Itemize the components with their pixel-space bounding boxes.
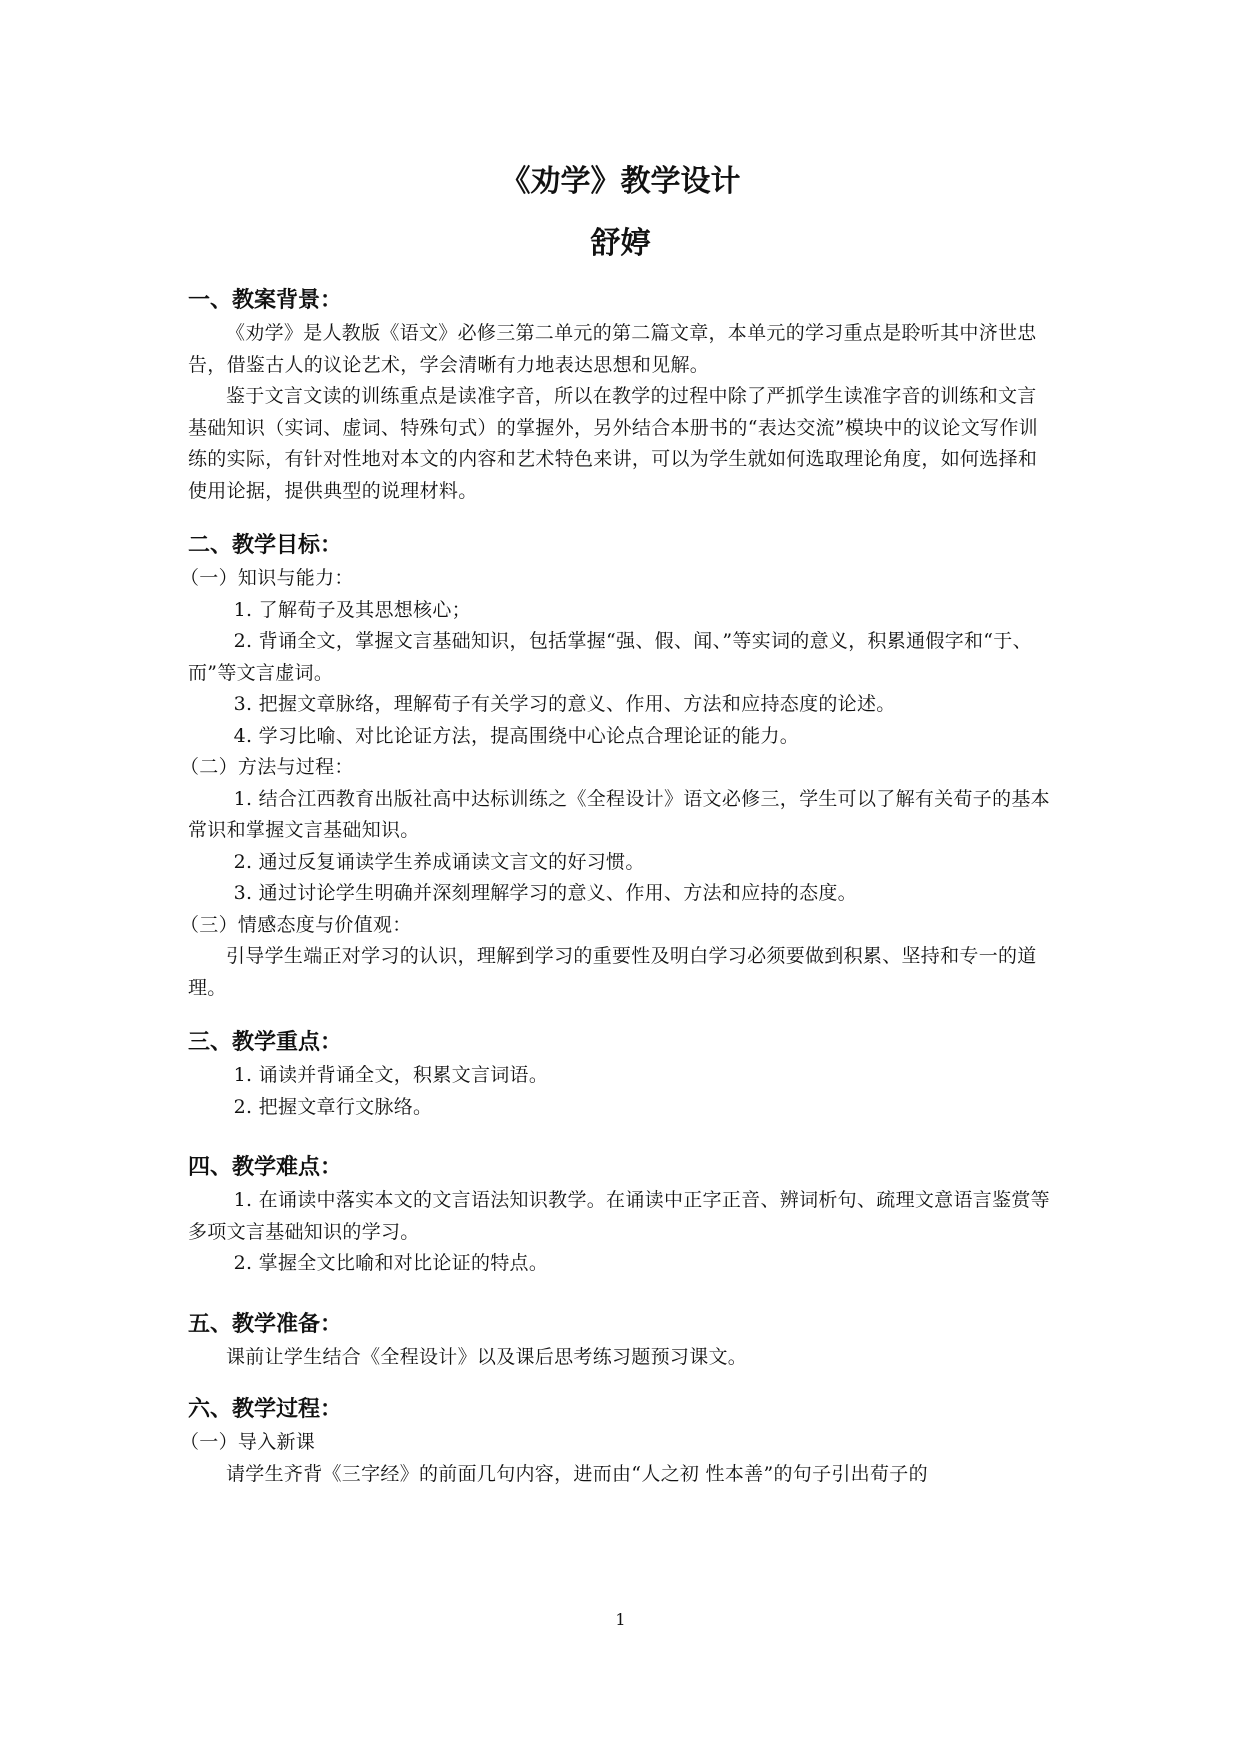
subsection-label: （二）方法与过程：: [180, 756, 354, 778]
section-heading: 三、教学重点：: [188, 1030, 343, 1055]
document-title: 《劝学》教学设计: [500, 164, 741, 199]
list-item: 1. 在诵读中落实本文的文言语法知识教学。在诵读中正字正音、辨词析句、疏理文意语言鉴赏等多项文言基础知识的学习。: [188, 1189, 1050, 1243]
document-body: [180, 162, 1053, 1490]
paragraph: 请学生齐背《三字经》的前面几句内容，进而由“人之初 性本善”的句子引出荀子的: [226, 1462, 928, 1485]
list-item: 2. 背诵全文，掌握文言基础知识，包括掌握“强、假、闻、”等实词的意义，积累通假字和“于、而”等文言虚词。: [188, 630, 1032, 684]
section-preparation: [188, 1308, 1053, 1374]
section-heading: 二、教学目标：: [188, 533, 343, 558]
list-item: 1. 诵读并背诵全文，积累文言词语。: [233, 1064, 549, 1086]
list-item: 4. 学习比喻、对比论证方法，提高围绕中心论点合理论证的能力。: [233, 724, 800, 747]
list-item: 3. 把握文章脉络，理解荀子有关学习的意义、作用、方法和应持态度的论述。: [233, 693, 896, 715]
list-item: 2. 掌握全文比喻和对比论证的特点。: [233, 1252, 549, 1274]
section-key-points: [188, 1026, 1053, 1123]
list-item: 3. 通过讨论学生明确并深刻理解学习的意义、作用、方法和应持的态度。: [233, 882, 857, 904]
list-item: 2. 把握文章行文脉络。: [233, 1095, 433, 1118]
list-item: 1. 结合江西教育出版社高中达标训练之《全程设计》语文必修三，学生可以了解有关荀子的基本常识和掌握文言基础知识。: [188, 787, 1050, 841]
document-author: 舒婷: [590, 226, 651, 261]
section-heading: 五、教学准备：: [188, 1311, 343, 1337]
section-difficulties: [188, 1151, 1053, 1280]
section-heading: 一、教案背景：: [188, 288, 343, 313]
paragraph: 引导学生端正对学习的认识，理解到学习的重要性及明白学习必须要做到积累、坚持和专一的道理。: [188, 945, 1037, 999]
section-objectives: [180, 529, 1053, 1004]
section-heading: 四、教学难点：: [188, 1155, 343, 1180]
paragraph: 《劝学》是人教版《语文》必修三第二单元的第二篇文章，本单元的学习重点是聆听其中济世忠告，借鉴古人的议论艺术，学会清晰有力地表达思想和见解。: [188, 322, 1037, 376]
page-number: 1: [615, 1610, 626, 1629]
list-item: 2. 通过反复诵读学生养成诵读文言文的好习惯。: [233, 850, 645, 873]
list-item: 1. 了解荀子及其思想核心；: [233, 598, 471, 621]
section-heading: 六、教学过程：: [188, 1397, 343, 1422]
subsection-label: （一）导入新课: [180, 1431, 316, 1453]
paragraph: 课前让学生结合《全程设计》以及课后思考练习题预习课文。: [226, 1345, 748, 1368]
subsection-label: （一）知识与能力：: [180, 567, 354, 589]
section-background: [188, 284, 1053, 507]
paragraph: 鉴于文言文读的训练重点是读准字音，所以在教学的过程中除了严抓学生读准字音的训练和文言基础知识（实词、虚词、特殊句式）的掌握外，另外结合本册书的“表达交流”模块中的议论文写作训练的实际，有针对性地对本文的内容和艺术特色来讲，可以为学生就如何选取理论角度，如何选择和使用论据，提供典型的说理材料。: [188, 385, 1038, 502]
section-process: [180, 1393, 1053, 1490]
subsection-label: （三）情感态度与价值观：: [180, 913, 412, 936]
